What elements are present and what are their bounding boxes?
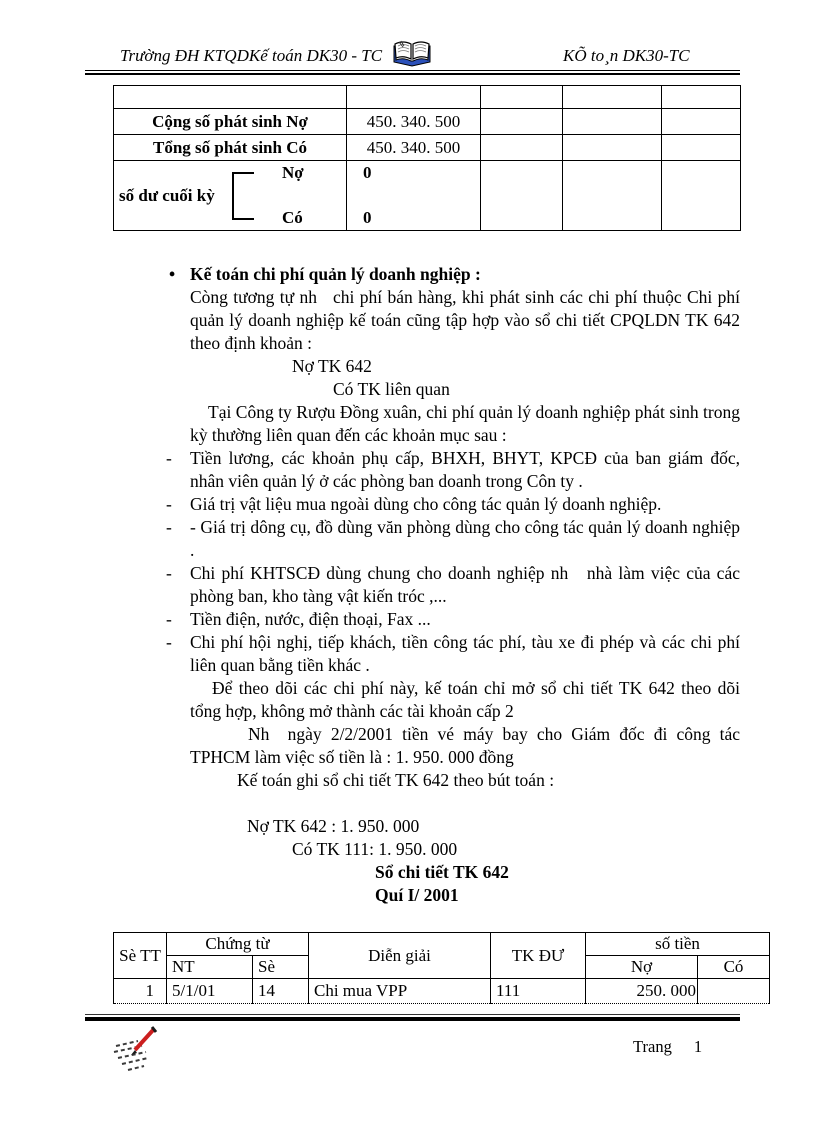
cell-diengiai: Chi mua VPP [309,979,491,1004]
list-item-text: Tiền điện, nước, điện thoại, Fax ... [190,609,431,629]
page-number-value: 1 [693,1037,703,1056]
col-header-nt: NT [167,956,253,979]
list-item [166,631,740,677]
col-header-no: Nợ [586,956,698,979]
list-item-text: - Giá trị dông cụ, đồ dùng văn phòng dùng cho công tác quản lý doanh nghiệp . [190,517,740,560]
list-item [166,516,740,562]
dash-icon: - [166,494,172,514]
detail-table-title: Sổ chi tiết TK 642 [375,862,509,882]
empty-cell [563,86,662,109]
detail-table-subtitle: Quí I/ 2001 [375,885,459,905]
summary-table [113,85,741,231]
list-item-text: Giá trị vật liệu mua ngoài dùng cho công tác quản lý doanh nghiệp. [190,494,662,514]
closing-balance-label: số dư cuối kỳ [119,185,215,205]
empty-cell [662,161,741,231]
open-book-icon [392,38,432,73]
empty-cell [563,135,662,161]
list-item-text: Chi phí hội nghị, tiếp khách, tiền công tác phí, tàu xe đi phép và các chi phí liên quan bằng tiền khác . [190,632,740,675]
list-item-text: Tiền lương, các khoản phụ cấp, BHXH, BHYT, KPCĐ của ban giám đốc, nhân viên quản lý ở các phòng ban doanh trong Côn ty . [190,448,740,491]
col-header-diengiai: Diễn giải [309,933,491,979]
col-header-sotien: số tiền [586,933,770,956]
empty-cell [563,161,662,231]
closing-no-label: Nợ [282,163,304,182]
paragraph: Nh ngày 2/2/2001 tiền vé máy bay cho Giám đốc đi công tác TPHCM làm việc số tiền là : 1. 950. 000 đồng [190,724,740,767]
page-label: Trang [633,1037,672,1056]
list-item [166,447,740,493]
list-item [166,562,740,608]
empty-cell [481,109,563,135]
detail-header-row-1 [114,933,770,956]
header-right-text: KÕ to¸n DK30-TC [563,46,690,65]
cell-stt: 1 [114,979,167,1004]
dash-icon: - [166,517,172,537]
cell-no: 250. 000 [586,979,698,1004]
dash-icon: - [166,563,172,583]
col-header-tkdu: TK ĐƯ [491,933,586,979]
journal-entry-line: Nợ TK 642 : 1. 950. 000 [247,816,420,836]
summary-row-debit-total [114,109,741,135]
col-header-co: Có [698,956,770,979]
table-row [114,979,770,1004]
closing-balance-values [347,161,481,231]
paragraph: Tại Công ty Rượu Đồng xuân, chi phí quản lý doanh nghiệp phát sinh trong kỳ thường liên quan đến các khoản mục sau : [190,402,740,445]
closing-co-value: 0 [363,208,372,227]
empty-cell [481,135,563,161]
col-header-so: Sè [253,956,309,979]
cell-co [698,979,770,1004]
header-rule [85,70,740,75]
page-number [633,1037,702,1057]
bullet-icon: • [169,264,176,284]
section-heading-text: Kế toán chi phí quản lý doanh nghiệp : [190,264,481,284]
summary-row-credit-total [114,135,741,161]
col-header-chungtu: Chứng từ [167,933,309,956]
detail-table [113,932,770,1004]
dash-icon: - [166,632,172,652]
journal-entry-line: Có TK liên quan [333,379,450,399]
bracket-shape [232,172,254,220]
dash-icon: - [166,609,172,629]
closing-balance-cell [114,161,347,231]
cell-nt: 5/1/01 [167,979,253,1004]
journal-entry-line: Có TK 111: 1. 950. 000 [292,839,458,859]
pencil-scribble-icon [108,1024,164,1079]
journal-entry-line: Nợ TK 642 [292,356,372,376]
footer-rule [85,1014,740,1021]
debit-total-label: Cộng số phát sinh Nợ [114,109,347,135]
empty-cell [662,86,741,109]
debit-total-value: 450. 340. 500 [347,109,481,135]
closing-no-value: 0 [363,163,372,182]
summary-row-closing-balance [114,161,741,231]
empty-cell [114,86,347,109]
paragraph: Để theo dõi các chi phí này, kế toán chỉ mở sổ chi tiết TK 642 theo dõi tổng hợp, không mở thành các tài khoản cấp 2 [190,678,740,721]
credit-total-value: 450. 340. 500 [347,135,481,161]
cell-so: 14 [253,979,309,1004]
empty-cell [481,86,563,109]
closing-co-label: Có [282,208,303,227]
empty-cell [563,109,662,135]
list-item [166,608,740,631]
list-item [166,493,740,516]
paragraph: Kế toán ghi sổ chi tiết TK 642 theo bút toán : [237,770,555,790]
header-left-text: Trường ĐH KTQDKế toán DK30 - TC [120,46,383,65]
empty-cell [662,109,741,135]
col-header-stt: Sè TT [114,933,167,979]
empty-cell [347,86,481,109]
cell-tkdu: 111 [491,979,586,1004]
empty-cell [662,135,741,161]
dash-icon: - [166,448,172,468]
credit-total-label: Tổng số phát sinh Có [114,135,347,161]
empty-cell [481,161,563,231]
paragraph: Còng tương tự nh chi phí bán hàng, khi phát sinh các chi phí thuộc Chi phí quản lý doanh nghiệp kế toán cũng tập hợp vào sổ chi tiết CPQLDN TK 642 theo định khoản : [190,287,740,353]
body-text [166,263,740,907]
summary-empty-row [114,86,741,109]
section-bullet-heading [169,263,740,286]
list-item-text: Chi phí KHTSCĐ dùng chung cho doanh nghiệp nh nhà làm việc của các phòng ban, kho tàng vật kiến tróc ,... [190,563,740,606]
